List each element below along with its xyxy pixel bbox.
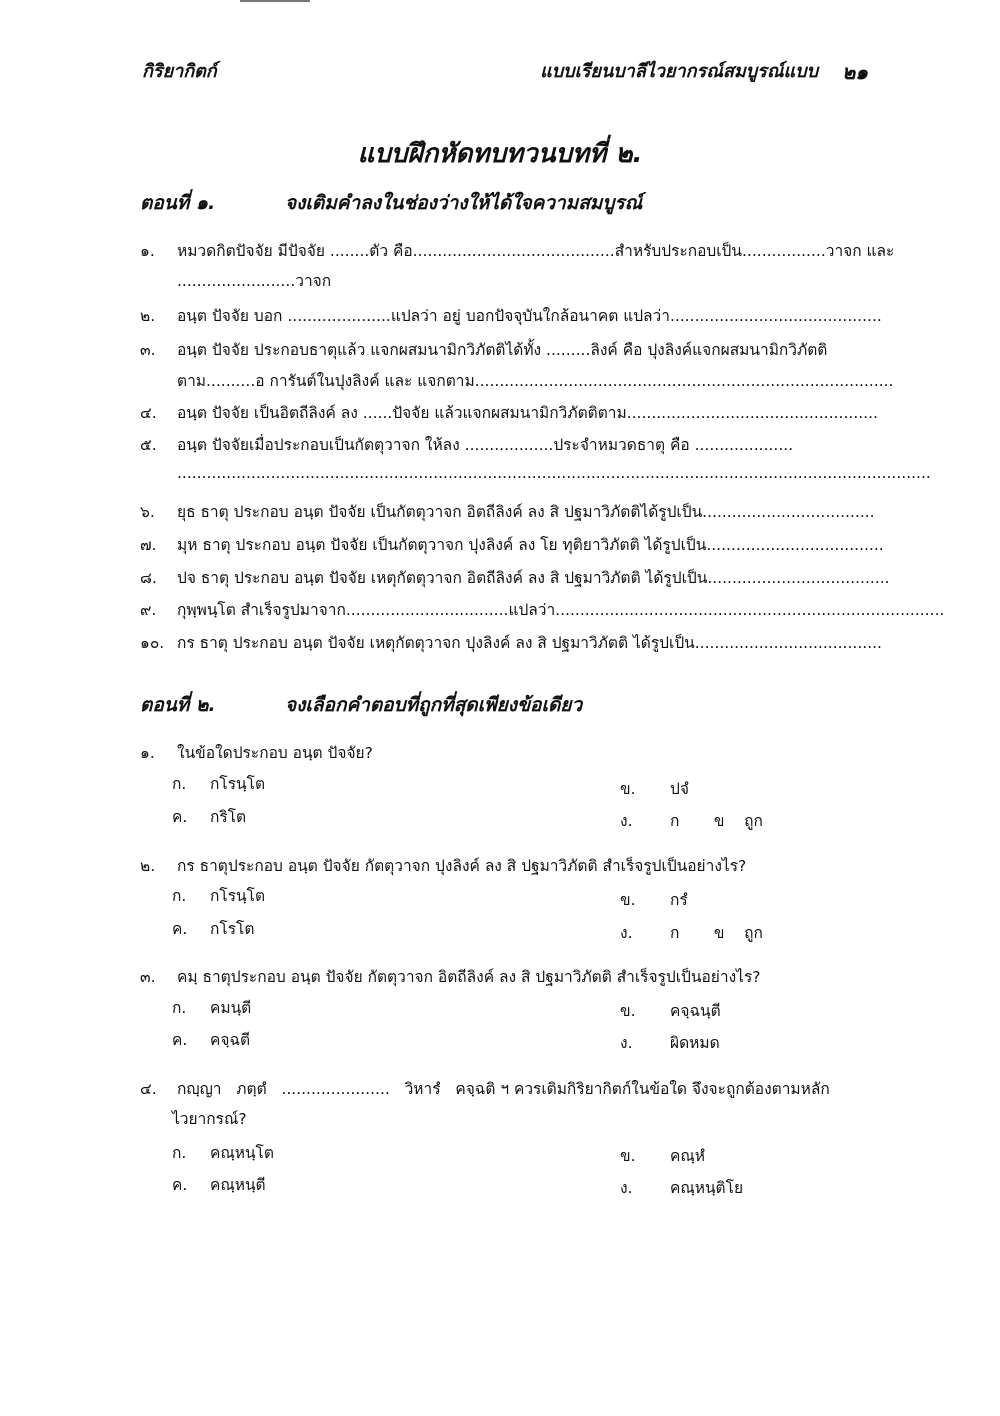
choice-label: ค. — [172, 808, 188, 826]
item-text: อนฺต ปัจจัย ประกอบธาตุแล้ว แจกผสมนามิกวิภัตติได้ทั้ง .........ลิงค์ คือ ปุงลิงค์แจกผสมนามิกวิภัตติ — [177, 341, 828, 359]
page-title: แบบฝึกหัดทบทวนบทที่ ๒. — [357, 139, 643, 169]
running-header-left: กิริยากิตก์ — [142, 61, 217, 82]
item-number: ๗. — [140, 536, 157, 554]
choice-text: คณฺหนฺโต — [210, 1144, 274, 1162]
question-text-cont: ไวยากรณ์? — [172, 1110, 247, 1128]
item-text-cont: ......................................................................................................................................................... — [177, 464, 931, 482]
question-text: กญฺญา ภตฺตํ ...................... วิหารํ คจฺฉติ ฯ ควรเติมกิริยากิตก์ในข้อใด จึงจะถูกต้องตามหลัก — [177, 1080, 830, 1098]
choice-text: กโรนฺโต — [210, 775, 266, 793]
item-number: ๕. — [140, 436, 157, 454]
choice-text: ก ข ถูก — [670, 924, 763, 942]
question-text: กร ธาตุประกอบ อนฺต ปัจจัย กัตตุวาจก ปุงลิงค์ ลง สิ ปฐมาวิภัตติ สำเร็จรูปเป็นอย่างไร? — [177, 857, 747, 875]
choice-label: ง. — [620, 1179, 633, 1197]
choice-text: กริโต — [210, 808, 247, 826]
item-number: ๒. — [140, 307, 156, 325]
choice-label: ข. — [620, 891, 636, 909]
choice-label: ข. — [620, 1147, 636, 1165]
choice-label: ค. — [172, 1176, 188, 1194]
item-number: ๓. — [140, 341, 156, 359]
item-text-cont: ........................วาจก — [177, 272, 332, 290]
choice-text: คจฺฉนฺตี — [670, 1002, 721, 1020]
choice-label: ง. — [620, 1034, 633, 1052]
item-text: ยุธ ธาตุ ประกอบ อนฺต ปัจจัย เป็นกัตตุวาจก อิตถีลิงค์ ลง สิ ปฐมาวิภัตติได้รูปเป็น................................... — [177, 503, 875, 521]
choice-text: กโรนฺโต — [210, 887, 266, 905]
item-text: หมวดกิตปัจจัย มีปัจจัย ........ตัว คือ.........................................สำหรับประกอบเป็น.................วาจก และ — [177, 242, 895, 260]
choice-text: คณฺหนฺติโย — [670, 1179, 744, 1197]
choice-label: ค. — [172, 920, 188, 938]
item-text: มุห ธาตุ ประกอบ อนฺต ปัจจัย เป็นกัตตุวาจก ปุงลิงค์ ลง โย ทุติยาวิภัตติ ได้รูปเป็น.................................... — [177, 536, 884, 554]
choice-label: ข. — [620, 780, 636, 798]
item-text: กร ธาตุ ประกอบ อนฺต ปัจจัย เหตุกัตตุวาจก ปุงลิงค์ ลง สิ ปฐมาวิภัตติ ได้รูปเป็น...................................... — [177, 634, 882, 652]
part1-instruction: จงเติมคำลงในช่องว่างให้ได้ใจความสมบูรณ์ — [285, 192, 643, 214]
part2-instruction: จงเลือกคำตอบที่ถูกที่สุดเพียงข้อเดียว — [285, 694, 583, 716]
part1-label: ตอนที่ ๑. — [140, 192, 216, 214]
choice-label: ก. — [172, 775, 187, 793]
choice-text: ปจํ — [670, 780, 689, 798]
choice-text: คจฺฉตี — [210, 1031, 251, 1049]
running-header-right: แบบเรียนบาลีไวยากรณ์สมบูรณ์แบบ — [540, 61, 818, 82]
choice-text: ก ข ถูก — [670, 812, 763, 830]
choice-text: กโรโต — [210, 920, 255, 938]
question-number: ๒. — [140, 857, 156, 875]
item-text: อนฺต ปัจจัย เป็นอิตถีลิงค์ ลง ......ปัจจัย แล้วแจกผสมนามิกวิภัตติตาม................................................... — [177, 404, 878, 422]
item-number: ๔. — [140, 404, 157, 422]
question-text: คมฺ ธาตุประกอบ อนฺต ปัจจัย กัตตุวาจก อิตถีลิงค์ ลง สิ ปฐมาวิภัตติ สำเร็จรูปเป็นอย่างไร? — [177, 968, 761, 986]
item-number: ๘. — [140, 569, 157, 587]
choice-text: คณฺหํ — [670, 1147, 705, 1165]
page-number: ๒๑ — [842, 60, 868, 84]
item-text: อนฺต ปัจจัยเมื่อประกอบเป็นกัตตุวาจก ให้ลง ..................ประจำหมวดธาตุ คือ .................... — [177, 436, 794, 454]
question-number: ๓. — [140, 968, 156, 986]
item-text: กุพฺพนฺโต สำเร็จรูปมาจาก.................................แปลว่า............................................................................... — [177, 601, 945, 619]
choice-text: คมนฺตี — [210, 999, 252, 1017]
choice-label: ก. — [172, 887, 187, 905]
choice-text: ผิดหมด — [670, 1034, 720, 1052]
choice-label: ก. — [172, 999, 187, 1017]
item-text-cont: ตาม..........อ การันต์ในปุงลิงค์ และ แจกตาม..................................................................................... — [177, 372, 894, 390]
part2-label: ตอนที่ ๒. — [140, 694, 216, 716]
choice-label: ก. — [172, 1144, 187, 1162]
part2-heading — [140, 690, 583, 720]
part1-heading — [140, 188, 643, 218]
item-text: ปจ ธาตุ ประกอบ อนฺต ปัจจัย เหตุกัตตุวาจก อิตถีลิงค์ ลง สิ ปฐมาวิภัตติ ได้รูปเป็น..................................... — [177, 569, 890, 587]
question-number: ๔. — [140, 1080, 157, 1098]
question-number: ๑. — [140, 744, 155, 762]
top-scan-line — [240, 0, 310, 2]
choice-text: คณฺหนฺตี — [210, 1176, 266, 1194]
choice-label: ค. — [172, 1031, 188, 1049]
item-number: ๙. — [140, 601, 157, 619]
choice-label: ง. — [620, 812, 633, 830]
choice-text: กรํ — [670, 891, 688, 909]
choice-label: ง. — [620, 924, 633, 942]
item-number: ๖. — [140, 503, 155, 521]
item-text: อนฺต ปัจจัย บอก .....................แปลว่า อยู่ บอกปัจจุบันใกล้อนาคต แปลว่า........................................... — [177, 307, 882, 325]
item-number: ๑. — [140, 242, 155, 260]
item-number: ๑๐. — [140, 634, 165, 652]
question-text: ในข้อใดประกอบ อนฺต ปัจจัย? — [177, 744, 373, 762]
choice-label: ข. — [620, 1002, 636, 1020]
